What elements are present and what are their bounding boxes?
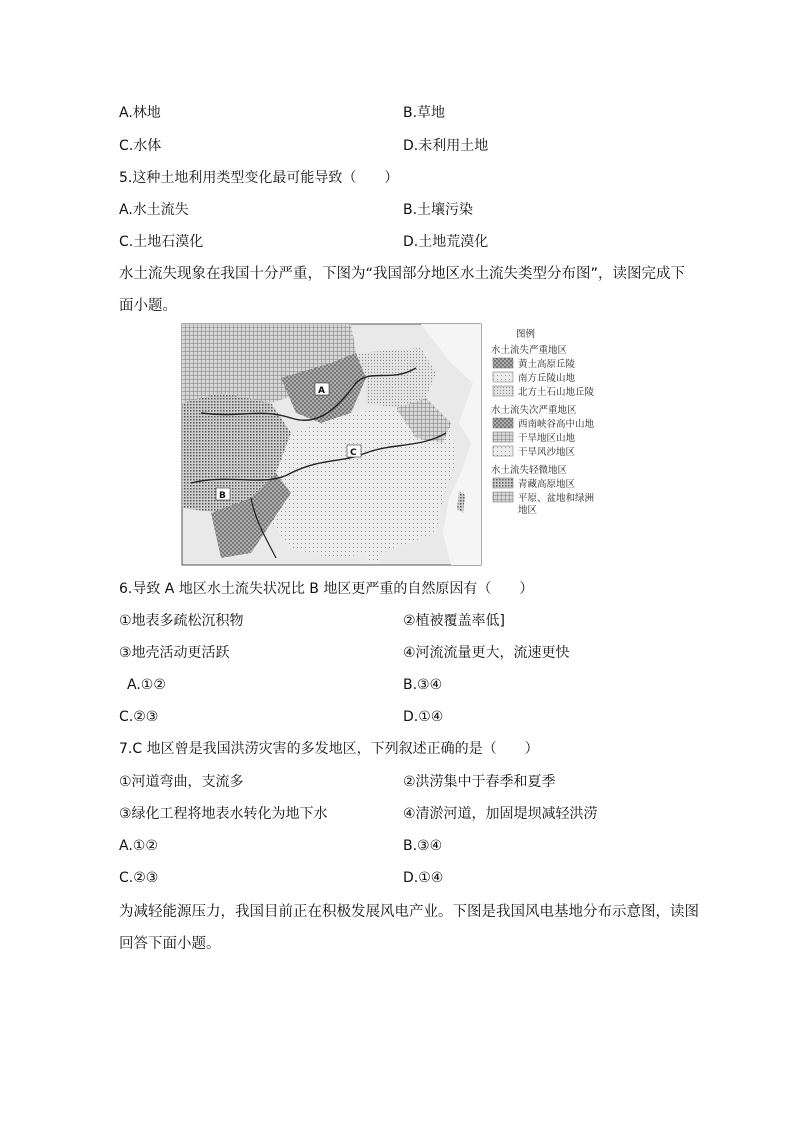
legend-g3-item2: 平原、盆地和绿洲	[518, 493, 595, 504]
q6-option-b: B.③④	[403, 677, 443, 693]
map-legend	[491, 328, 595, 516]
intro2-line1: 为减轻能源压力，我国目前正在积极发展风电产业。下图是我国风电基地分布示意图，读图	[119, 904, 699, 920]
q5-stem: 5.这种土地利用类型变化最可能导致（ ）	[119, 170, 399, 186]
legend-group2: 水土流失次严重地区	[491, 405, 577, 416]
q7-option-d: D.①④	[403, 870, 444, 886]
soil-erosion-map	[181, 323, 625, 568]
q7-option-c: C.②③	[119, 870, 159, 886]
q6-statement-1: ①地表多疏松沉积物	[119, 613, 244, 629]
q6-stem: 6.导致 A 地区水土流失状况比 B 地区更严重的自然原因有（ ）	[119, 581, 534, 597]
q6-statement-2: ②植被覆盖率低]	[403, 613, 506, 629]
legend-g2-item3: 干旱风沙地区	[518, 447, 576, 458]
legend-g1-item1: 黄土高原丘陵	[518, 359, 576, 370]
intro2-line2: 回答下面小题。	[119, 936, 221, 952]
legend-g2-item1: 西南峡谷高中山地	[518, 419, 595, 430]
intro1-line1: 水土流失现象在我国十分严重，下图为“我国部分地区水土流失类型分布图”，读图完成下	[119, 266, 686, 282]
q7-statement-1: ①河道弯曲，支流多	[119, 774, 244, 790]
legend-group3: 水土流失轻微地区	[491, 465, 568, 476]
hainan-island	[366, 551, 381, 563]
legend-g3-item1: 青藏高原地区	[518, 479, 576, 490]
intro1-line2: 面小题。	[119, 298, 177, 314]
q5-option-c: C.土地石漠化	[119, 234, 204, 250]
legend-g1-item2: 南方丘陵山地	[518, 373, 576, 384]
q7-statement-3: ③绿化工程将地表水转化为地下水	[119, 806, 328, 822]
map-label-b: B	[219, 491, 226, 501]
q6-option-d: D.①④	[403, 709, 444, 725]
q6-statement-4: ④河流流量更大，流速更快	[403, 645, 570, 661]
map-label-c: C	[350, 448, 357, 458]
q5-option-a: A.水土流失	[119, 202, 189, 218]
q7-option-b: B.③④	[403, 838, 443, 854]
legend-g2-item2: 干旱地区山地	[518, 433, 576, 444]
q5-option-b: B.土壤污染	[403, 202, 474, 218]
q7-statement-2: ②洪涝集中于春季和夏季	[403, 774, 556, 790]
q7-stem: 7.C 地区曾是我国洪涝灾害的多发地区，下列叙述正确的是（ ）	[119, 741, 539, 757]
q6-option-c: C.②③	[119, 709, 159, 725]
q4-option-c: C.水体	[119, 138, 162, 154]
q4-option-a: A.林地	[119, 105, 161, 121]
map-label-a: A	[318, 386, 325, 396]
q7-option-a: A.①②	[119, 838, 158, 854]
q4-option-d: D.未利用土地	[403, 138, 489, 154]
q7-statement-4: ④清淤河道，加固堤坝减轻洪涝	[403, 806, 598, 822]
legend-title: 图例	[516, 329, 536, 340]
legend-g1-item3: 北方土石山地丘陵	[518, 387, 595, 398]
q5-option-d: D.土地荒漠化	[403, 234, 489, 250]
legend-group1: 水土流失严重地区	[491, 345, 568, 356]
q4-option-b: B.草地	[403, 105, 446, 121]
legend-g3-item3: 地区	[518, 505, 538, 516]
q6-statement-3: ③地壳活动更活跃	[119, 645, 230, 661]
q6-option-a: A.①②	[127, 677, 166, 693]
